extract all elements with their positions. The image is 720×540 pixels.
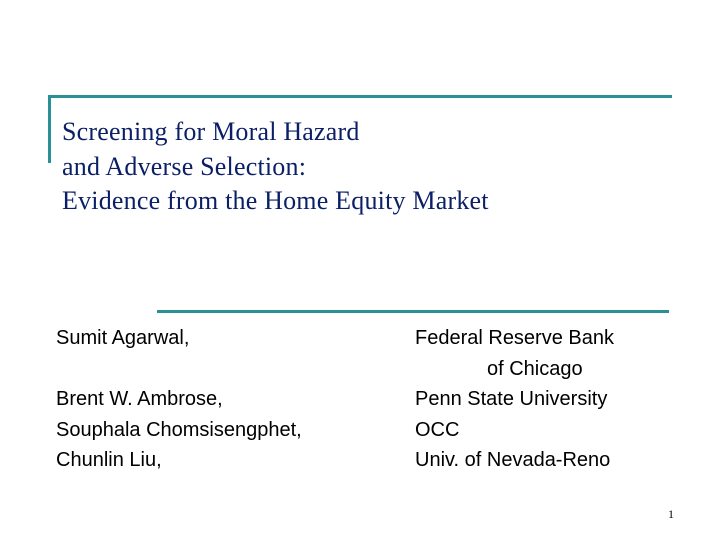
authors-list	[56, 323, 376, 476]
author-name: Chunlin Liu,	[56, 449, 162, 471]
title-line: Screening for Moral Hazard	[62, 117, 360, 146]
affiliation: OCC	[415, 418, 460, 441]
affiliation: Federal Reserve Bank	[415, 327, 614, 349]
affiliation: of Chicago	[487, 357, 583, 380]
author-name: Sumit Agarwal,	[56, 327, 190, 349]
title-line: and Adverse Selection:	[62, 151, 307, 181]
author-name: Brent W. Ambrose,	[56, 388, 223, 410]
slide-title	[62, 115, 702, 219]
accent-bar-bottom	[157, 310, 669, 313]
affiliations-list	[415, 323, 705, 476]
accent-bar-left	[48, 95, 51, 163]
page-number: 1	[668, 507, 674, 521]
author-spacer	[56, 354, 376, 385]
accent-bar-top	[48, 95, 672, 98]
affiliation: Univ. of Nevada-Reno	[415, 449, 611, 471]
affiliation: Penn State University	[415, 388, 608, 410]
title-line: Evidence from the Home Equity Market	[62, 186, 489, 215]
author-name: Souphala Chomsisengphet,	[56, 418, 302, 441]
